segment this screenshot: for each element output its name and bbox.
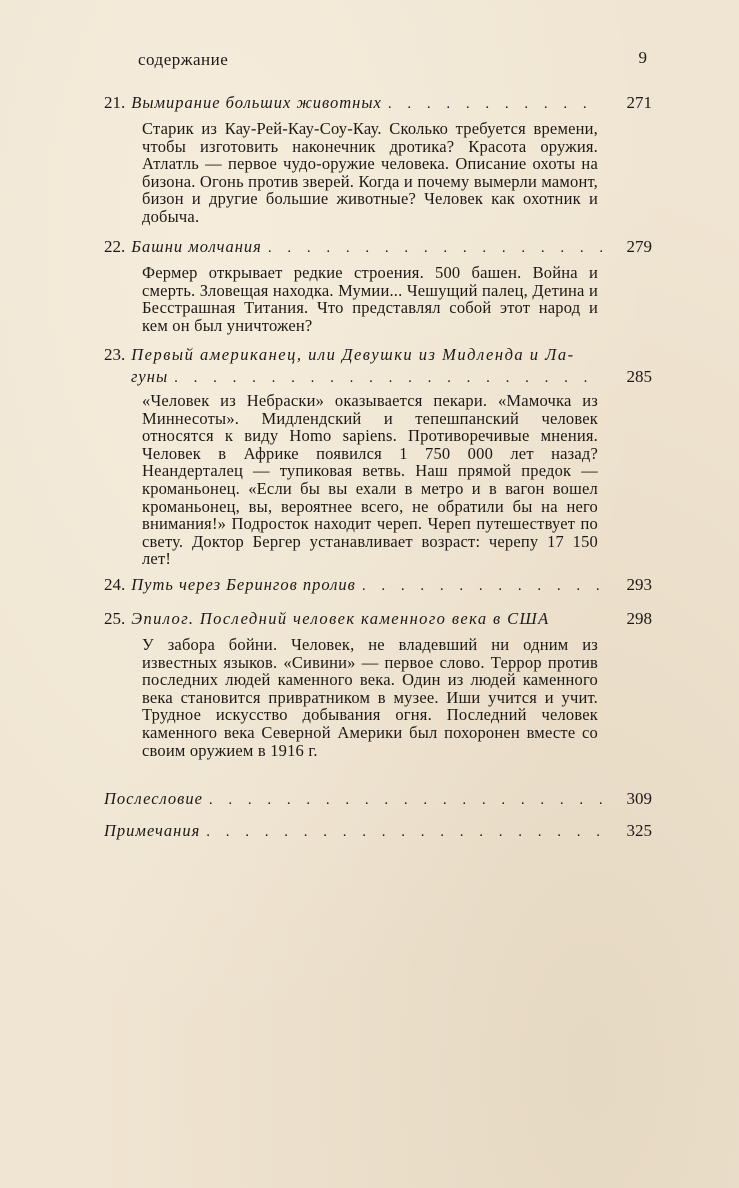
toc-entry-page: 279 — [626, 237, 652, 256]
toc-entry-title: Вымирание больших животных — [131, 93, 382, 112]
toc-entry-number: 24. — [104, 575, 126, 594]
leader-dots — [209, 789, 602, 811]
leader-dots — [268, 237, 602, 259]
leader-dots — [362, 575, 602, 597]
running-header — [138, 50, 647, 74]
toc-entry-page: 298 — [626, 609, 652, 628]
toc-entry-title-continued: гуны — [131, 367, 169, 386]
toc-entry-page: 285 — [626, 367, 652, 386]
toc-entry-page: 325 — [626, 821, 652, 840]
toc-entry-title: Путь через Берингов пролив — [131, 575, 356, 594]
running-header-title: содержание — [138, 50, 229, 69]
leader-dots — [174, 367, 602, 389]
toc-entry-number: 23. — [104, 345, 126, 364]
toc-entry-description: «Человек из Небраски» оказывается пекари. «Мамочка из Миннесоты». Мидлендский и тепешпанский человек относятся к виду Homo sapiens. Противоречивые мнения. Человек в Африке появился 1 750 000 лет назад? Неандерталец — тупиковая ветвь. Наш прямой предок — кроманьонец. «Если бы вы ехали в метро и в вагон вошел кроманьонец, вы, вероятнее всего, не обратили бы на него внимания!» Подросток находит череп. Череп путешествует по свету. Доктор Бергер устанавливает возраст: черепу 17 150 лет! — [142, 391, 598, 569]
toc-entry-number: 22. — [104, 237, 126, 256]
leader-dots — [206, 821, 602, 843]
toc-entry-page: 271 — [626, 93, 652, 112]
toc-entry-description: У забора бойни. Человек, не владевший ни одним из известных языков. «Сивини» — первое слово. Террор против последних людей каменного века. Один из людей каменного века становится привратником в музее. Иши учится и учит. Трудное искусство добывания огня. Последний человек каменного века Северной Америки был похоронен вместе со своим оружием в 1916 г. — [142, 635, 598, 760]
toc-entry-notes — [104, 820, 652, 842]
toc-entry-description: Фермер открывает редкие строения. 500 башен. Война и смерть. Зловещая находка. Мумии... Чешущий палец, Детина и Бесстрашная Титания. Что представлял собой этот народ и кем он был уничтожен? — [142, 263, 598, 335]
toc-entry-title: Башни молчания — [131, 237, 262, 256]
toc-entry-page: 309 — [626, 789, 652, 808]
toc-entry-page: 293 — [626, 575, 652, 594]
toc-entry-description: Старик из Кау-Рей-Кау-Соу-Кау. Сколько требуется времени, чтобы изготовить наконечник дротика? Красота оружия. Атлатль — первое чудо-оружие человека. Описание охоты на бизона. Огонь против зверей. Когда и почему вымерли мамонт, бизон и другие большие животные? Человек как охотник и добыча. — [142, 119, 598, 226]
page-number: 9 — [638, 48, 647, 67]
toc-entry-title: Эпилог. Последний человек каменного века в США — [131, 609, 550, 628]
toc-entry-title: Послесловие — [104, 789, 203, 808]
toc-entry-23 — [104, 344, 652, 388]
toc-entry-number: 21. — [104, 93, 126, 112]
toc-entry-25 — [104, 608, 652, 630]
toc-entry-number: 25. — [104, 609, 126, 628]
toc-entry-title: Примечания — [104, 821, 201, 840]
toc-entry-24 — [104, 574, 652, 596]
toc-entry-22 — [104, 236, 652, 258]
toc-entry-afterword — [104, 788, 652, 810]
toc-entry-title: Первый американец, или Девушки из Мидленда и Ла- — [131, 345, 575, 364]
leader-dots — [388, 93, 602, 115]
toc-entry-21 — [104, 92, 652, 114]
